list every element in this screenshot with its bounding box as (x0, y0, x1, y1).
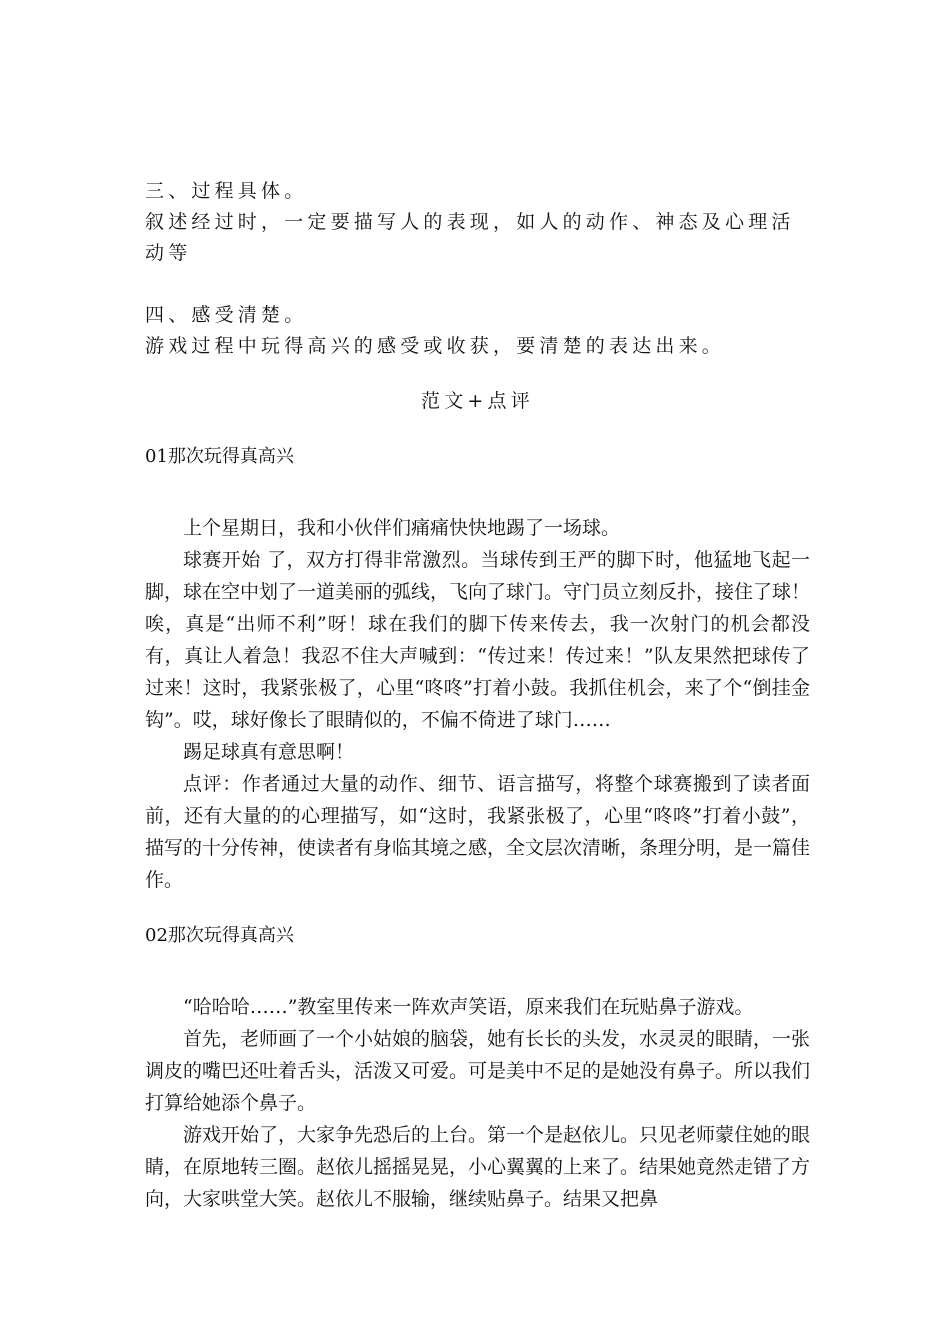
samples-heading: 范文+点评 (421, 390, 534, 412)
spacer (145, 951, 810, 991)
spacer (145, 269, 810, 300)
essay1-paragraph: 踢足球真有意思啊！ (183, 741, 355, 763)
essay1-title: 01那次玩得真高兴 (145, 446, 294, 467)
essay1-comment: 点评：作者通过大量的动作、细节、语言描写，将整个球赛搬到了读者面前，还有大量的的心理描写，如“这时，我紧张极了，心里“咚咚”打着小鼓”，描写的十分传神，使读者有身临其境之感，全文层次清晰，条理分明，是一篇佳作。 (145, 773, 811, 891)
spacer (145, 896, 810, 920)
section-three-heading: 三、过程具体。 (145, 180, 308, 202)
section-four-body: 游戏过程中玩得高兴的感受或收获，要清楚的表达出来。 (145, 335, 726, 357)
essay2-paragraph: 游戏开始了，大家争先恐后的上台。第一个是赵依儿。只见老师蒙住她的眼睛，在原地转三圈。赵依儿摇摇晃晃，小心翼翼的上来了。结果她竟然走错了方向，大家哄堂大笑。赵依儿不服输，继续贴鼻子。结果又把鼻 (145, 1124, 811, 1210)
spacer (145, 417, 810, 441)
document-content (145, 176, 810, 1215)
spacer (145, 362, 810, 386)
section-four-heading: 四、感受清楚。 (145, 304, 308, 326)
essay1-paragraph: 球赛开始 了，双方打得非常激烈。当球传到王严的脚下时，他猛地飞起一脚，球在空中划了一道美丽的弧线，飞向了球门。守门员立刻反扑，接住了球！唉，真是“出师不利”呀！球在我们的脚下传来传去，我一次射门的机会都没有，真让人着急！我忍不住大声喊到：“传过来！传过来！”队友果然把球传了过来！这时，我紧张极了，心里“咚咚”打着小鼓。我抓住机会，来了个“倒挂金钩”。哎，球好像长了眼睛似的，不偏不倚进了球门…… (145, 549, 811, 731)
essay1-paragraph: 上个星期日，我和小伙伴们痛痛快快地踢了一场球。 (183, 517, 621, 539)
spacer (145, 472, 810, 512)
essay2-paragraph: 首先，老师画了一个小姑娘的脑袋，她有长长的头发，水灵灵的眼睛，一张调皮的嘴巴还吐着舌头，活泼又可爱。可是美中不足的是她没有鼻子。所以我们打算给她添个鼻子。 (145, 1028, 811, 1114)
essay2-paragraph: “哈哈哈……”教室里传来一阵欢声笑语，原来我们在玩贴鼻子游戏。 (183, 996, 754, 1018)
section-three-body: 叙述经过时，一定要描写人的表现，如人的动作、神态及心理活动等 (145, 211, 795, 264)
essay2-title: 02那次玩得真高兴 (145, 925, 294, 946)
